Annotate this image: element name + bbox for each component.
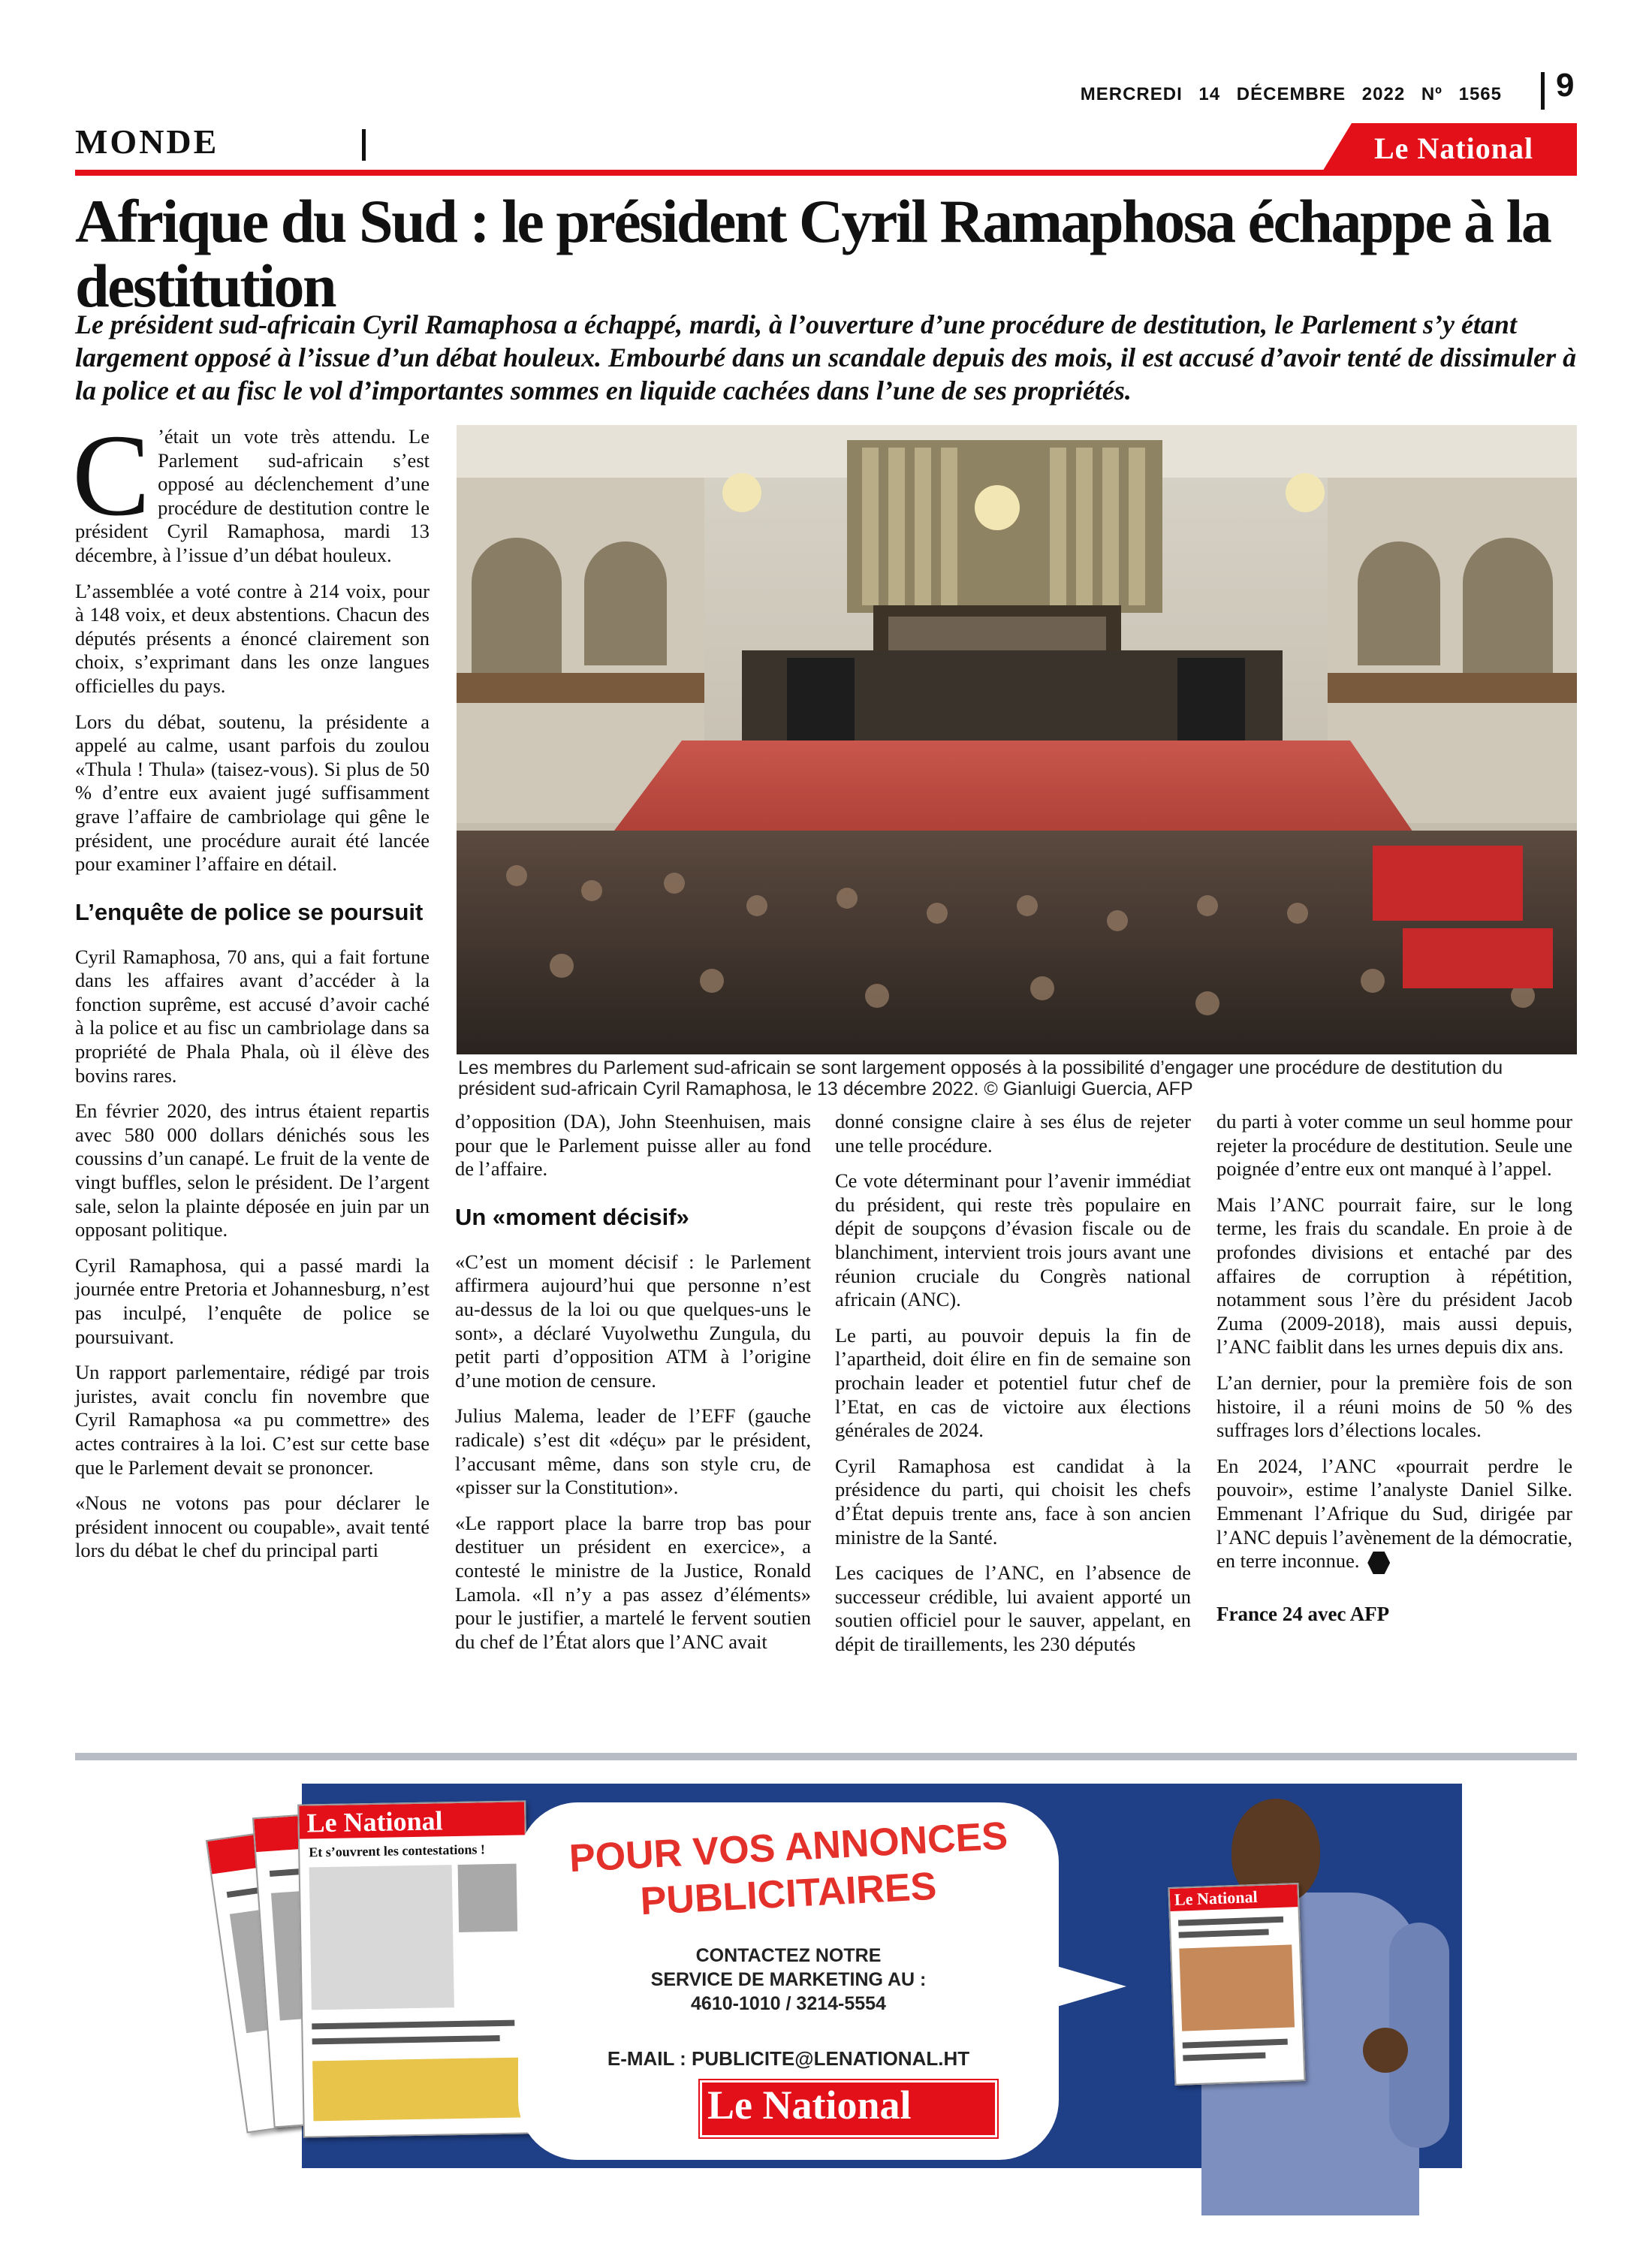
paragraph: Cyril Ramaphosa est candidat à la présidence du parti, qui choisit les chefs d’État depuis trente ans, face à son ancien ministre de la Santé. [835,1454,1191,1549]
issue-date-line: MERCREDI 14 DÉCEMBRE 2022 Nº 1565 [1080,84,1502,104]
end-of-article-icon [1367,1552,1390,1574]
paragraph: Les caciques de l’ANC, en l’absence de successeur crédible, lui avaient apporté un soutien officiel pour le sauver, appelant, en dépit de tiraillements, les 230 députés [835,1561,1191,1655]
paragraph: «Le rapport place la barre trop bas pour destituer un président en exercice», a contesté le ministre de la Justice, Ronald Lamola. «Il n’y a pas assez d’éléments» pour le justifier, a martelé le fervent soutien du chef de l’État alors que l’ANC avait [455,1511,811,1653]
ad-logo: Le National [707,2083,912,2128]
header-rule [75,170,1577,176]
paragraph: d’opposition (DA), John Steenhuisen, mais pour que le Parlement puisse aller au fond de l’affaire. [455,1110,811,1181]
paragraph: Un rapport parlementaire, rédigé par trois juristes, avait conclu fin novembre que Cyril Ramaphosa «a pu commettre» des actes contraires à la loi. C’est sur cette base que le Parlement devait se prononcer. [75,1361,430,1479]
newspaper-logo: Le National [306,1805,443,1838]
newspaper-headline: Et s’ouvrent les contestations ! [309,1841,486,1860]
article-column-2 [455,1110,811,1666]
article-column-1 [72,410,430,1575]
section-divider [362,129,366,161]
paragraph: Julius Malema, leader de l’EFF (gauche radicale) s’est dit «déçu» par le président, l’accusant même, dans son style cru, de «pisser sur la Constitution». [455,1404,811,1499]
article-headline: Afrique du Sud : le président Cyril Ramaphosa échappe à la destitution [75,187,1551,320]
paragraph: L’an dernier, pour la première fois de son histoire, il a réuni moins de 50 % des suffrages lors d’élections locales. [1216,1371,1572,1442]
article-lede: Le président sud-africain Cyril Ramaphosa a échappé, mardi, à l’ouverture d’une procédure de destitution, le Parlement s’y étant largement opposé à l’issue d’un débat houleux. Embourbé dans un scandale depuis des mois, il est accusé d’avoir tenté de dissimuler à la police et au fisc le vol d’importantes sommes en liquide cachées dans l’une de ses propriétés. [75,309,1577,406]
paragraph: du parti à voter comme un seul homme pour rejeter la procédure de destitution. Seule une poignée d’entre eux ont manqué à l’appel. [1216,1110,1572,1181]
paragraph: Cyril Ramaphosa, 70 ans, qui a fait fortune dans les affaires avant d’accéder à la fonction suprême, est accusé d’avoir caché à la police et au fisc un cambriolage dans sa propriété de Phala Phala, où il élève des bovins rares. [75,945,430,1087]
drop-cap: C [72,410,151,540]
article-credit: France 24 avec AFP [1216,1603,1390,1626]
brand-name: Le National [1374,131,1534,165]
subheading: Un «moment décisif» [455,1203,689,1230]
paragraph: Le parti, au pouvoir depuis la fin de l’apartheid, doit élire en fin de semaine son prochain leader et potentiel futur chef de l’Etat, en cas de victoire aux élections générales de 2024. [835,1323,1191,1442]
page-number: 9 [1556,67,1575,104]
paragraph: donné consigne claire à ses élus de rejeter une telle procédure. [835,1110,1191,1157]
paragraph: En février 2020, des intrus étaient repartis avec 580 000 dollars dénichés sous les coussins d’un canapé. Le fruit de la vente de vingt buffles, selon le président. De l’argent sale, selon la plainte déposée en juin par un opposant politique. [75,1099,430,1241]
paragraph: «C’est un moment décisif : le Parlement affirmera aujourd’hui que personne n’est au-dessus de la loi ou que quelques-uns le sont», a déclaré Vuyolwethu Zungula, du petit parti d’opposition ATM à l’origine d’une motion de censure. [455,1250,811,1392]
paragraph: En 2024, l’ANC «pourrait perdre le pouvoir», estime l’analyste Daniel Silke. Emmenant l’Afrique du Sud, dirigée par l’ANC depuis l’avènement de la démocratie, en terre inconnue. [1216,1454,1572,1573]
ad-contact-text: SERVICE DE MARKETING AU : [650,1969,927,1990]
page-number-separator [1541,72,1545,110]
paragraph: Ce vote déterminant pour l’avenir immédiat du président, qui reste très populaire en dépit de soupçons d’évasion fiscale ou de blanchiment, intervient trois jours avant une réunion cruciale du Congrès national africain (ANC). [835,1169,1191,1311]
photo-caption: Les membres du Parlement sud-africain se sont largement opposés à la possibilité d’engager une procédure de destitution du président sud-africain Cyril Ramaphosa, le 13 décembre 2022. © Gianluigi Guercia, AFP [458,1057,1503,1099]
ad-headline: PUBLICITAIRES [639,1864,938,1924]
ad-phone-numbers: 4610-1010 / 3214-5554 [691,1993,886,2014]
paragraph: Lors du débat, soutenu, la présidente a appelé au calme, usant parfois du zoulou «Thula ! Thula» (taisez-vous). Si plus de 50 % d’entre eux avaient jugé suffisamment grave l’affaire de cambriolage qui gêne le président, une procédure aurait été lancée pour examiner l’affaire en détail. [75,710,430,876]
ad-contact-text: CONTACTEZ NOTRE [695,1945,882,1966]
article-column-4 [1216,1110,1572,1639]
newspaper-illustration [297,1800,532,2137]
ad-headline: POUR VOS ANNONCES [568,1814,1009,1881]
paragraph: ’était un vote très attendu. Le Parlement sud-africain s’est opposé au déclenchement d’une procédure de destitution contre le président Cyril Ramaphosa, mardi 13 décembre, à l’issue d’un débat houleux. [75,425,430,566]
paragraph: L’assemblée a voté contre à 214 voix, pour à 148 voix, et deux abstentions. Chacun des députés présents a énoncé clairement son choix, s’exprimant dans les onze langues officielles du pays. [75,579,430,697]
subheading: L’enquête de police se poursuit [75,898,424,925]
paragraph: «Nous ne votons pas pour déclarer le président innocent ou coupable», avait tenté lors du débat le chef du principal parti [75,1491,430,1562]
paragraph: Cyril Ramaphosa, qui a passé mardi la journée entre Pretoria et Johannesburg, n’est pas inculpé, l’enquête de police se poursuivant. [75,1253,430,1348]
section-label: MONDE [75,122,219,161]
ad-email[interactable]: E-MAIL : PUBLICITE@LENATIONAL.HT [607,2047,970,2070]
man-hand [1363,2028,1408,2073]
paragraph: Mais l’ANC pourrait faire, sur le long terme, les frais du scandale. En proie à de profondes divisions et entaché par des affaires de corruption à répétition, notamment sous l’ère du président Jacob Zuma (2009-2018), mais aussi depuis, l’ANC faiblit dans les urnes depuis dix ans. [1216,1193,1572,1359]
parliament-photo [457,425,1577,1054]
article-column-3 [835,1110,1191,1668]
newspaper-logo: Le National [1174,1887,1259,1909]
newspaper-illustration [1168,1883,1305,2086]
footer-rule [75,1753,1577,1760]
